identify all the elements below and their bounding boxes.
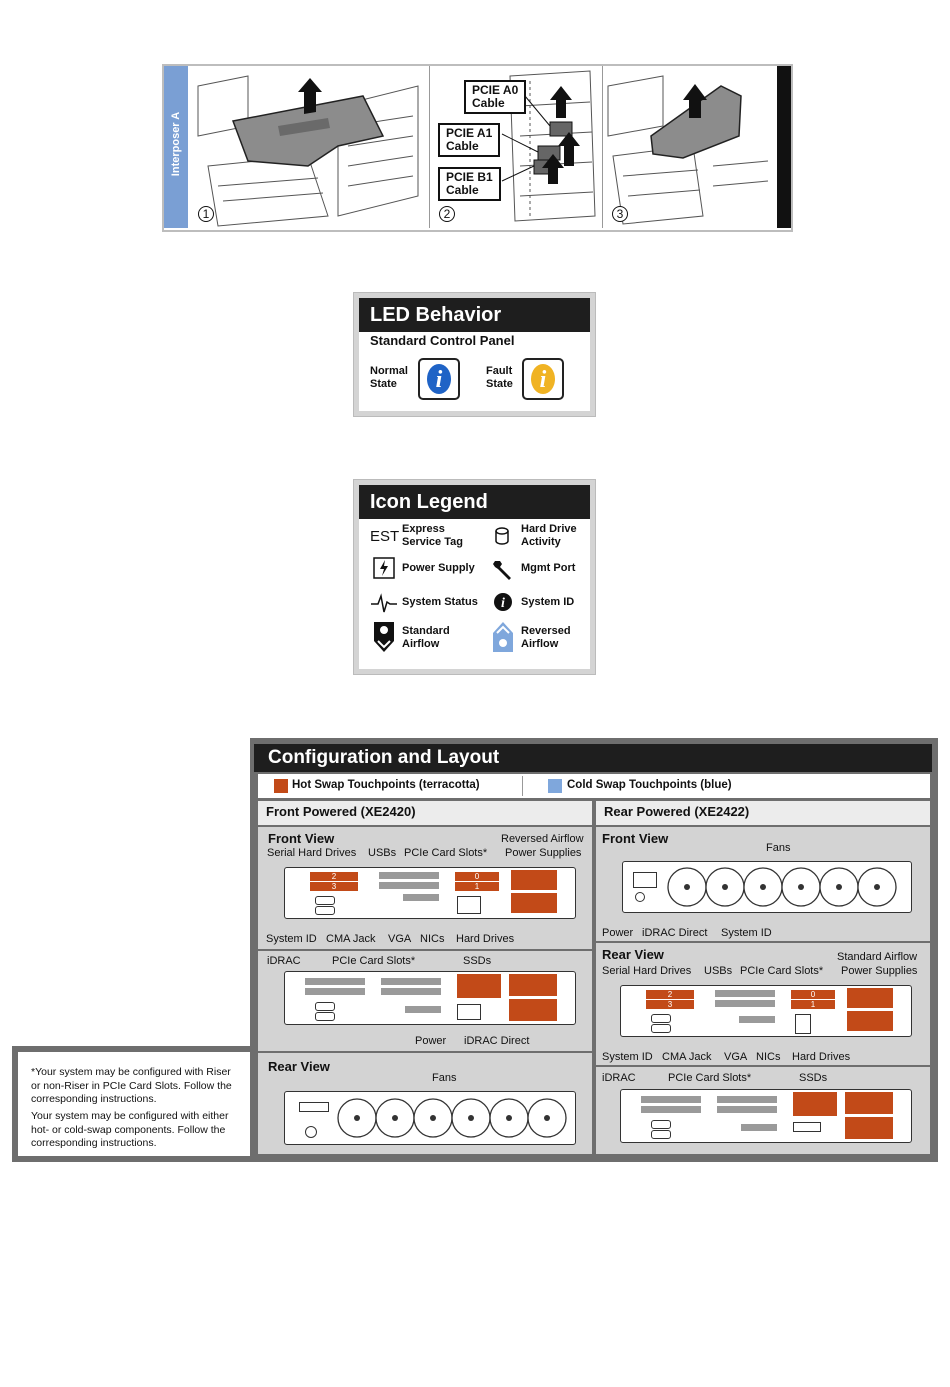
fp-label-usbs: USBs xyxy=(368,847,397,859)
fp-label-power-supplies: Power Supplies xyxy=(505,847,582,859)
pcie-a1-line1: PCIE A1 xyxy=(446,126,493,140)
interposer-right-bar xyxy=(777,66,791,228)
pcie-a0-line2: Cable xyxy=(472,96,505,110)
led-subtitle: Standard Control Panel xyxy=(370,333,515,348)
front-powered-idrac-view xyxy=(258,951,592,1051)
rp-label-ssds: SSDs xyxy=(799,1072,828,1084)
step-2-panel xyxy=(430,66,603,228)
rp-drive-3[interactable]: 3 xyxy=(646,1000,694,1009)
fp-nic-slot xyxy=(403,894,439,901)
fp-drive-1[interactable]: 1 xyxy=(455,882,499,891)
rp2-psu-2[interactable] xyxy=(845,1117,893,1139)
fp-label-nics: NICs xyxy=(420,933,445,945)
step-number-2: 2 xyxy=(439,206,455,222)
fp-label-idrac: iDRAC xyxy=(267,955,301,967)
rp-label-idrac: iDRAC xyxy=(602,1072,636,1084)
rp-label-nics: NICs xyxy=(756,1051,781,1063)
legend-hard-drive-activity xyxy=(521,523,577,549)
rp-label-system-id: System ID xyxy=(721,927,772,939)
rp-pcie-slot-a xyxy=(715,990,775,997)
mgmt-port-icon xyxy=(491,557,515,581)
fp-ssd-bays[interactable] xyxy=(457,974,501,998)
svg-text:i: i xyxy=(435,367,443,393)
step-3-panel xyxy=(603,66,775,228)
fp2-idrac-direct-port xyxy=(457,1004,481,1020)
rp-label-usbs: USBs xyxy=(704,965,733,977)
interposer-side-label: Interposer A xyxy=(170,111,182,177)
front-powered-rear-view xyxy=(258,1053,592,1154)
fp2-serial-port xyxy=(315,1012,335,1021)
fp-label-serial-hard-drives: Serial Hard Drives xyxy=(267,847,357,859)
led-behavior-title: LED Behavior xyxy=(359,298,590,332)
fp-rear-chassis xyxy=(284,1091,576,1145)
legend-system-status: System Status xyxy=(402,596,478,608)
system-id-icon xyxy=(493,592,513,612)
rp-label-hard-drives: Hard Drives xyxy=(792,1051,851,1063)
configuration-notes-box xyxy=(12,1046,258,1162)
legend-reversed-airflow xyxy=(521,625,571,651)
fault-state-label xyxy=(486,365,513,391)
fp-rear-fans xyxy=(337,1096,567,1140)
pcie-b1-line2: Cable xyxy=(446,183,479,197)
rp-label-fans: Fans xyxy=(766,842,791,854)
legend-hdd-line2: Activity xyxy=(521,536,561,548)
fault-state-line2: State xyxy=(486,378,513,390)
rp-front-view-title: Front View xyxy=(602,831,669,846)
rp-label-cma-jack: CMA Jack xyxy=(662,1051,712,1063)
fp-front-view-title: Front View xyxy=(268,831,335,846)
icon-legend-panel xyxy=(353,479,596,675)
fp-label-hard-drives: Hard Drives xyxy=(456,933,515,945)
rp-system-id-button xyxy=(635,892,645,902)
riser-note: *Your system may be configured with Riser or non-Riser in PCIe Card Slots. Follow the corresponding instructions. xyxy=(31,1066,232,1105)
legend-rev-air-line1: Reversed xyxy=(521,625,571,637)
icon-legend-title: Icon Legend xyxy=(359,485,590,519)
fp2-vga-port xyxy=(315,1002,335,1011)
cold-swap-label: Cold Swap Touchpoints (blue) xyxy=(567,779,732,791)
rp-label-pcie-slots: PCIe Card Slots* xyxy=(740,965,824,977)
rp2-panel-slot xyxy=(793,1122,821,1132)
rp2-psu-1[interactable] xyxy=(845,1092,893,1114)
fp-rear-screw xyxy=(305,1126,317,1138)
rp2-vga-port xyxy=(651,1120,671,1129)
fp-idrac-chassis xyxy=(284,971,576,1025)
reversed-airflow-icon xyxy=(491,621,515,653)
rp-label-standard-airflow: Standard Airflow xyxy=(837,951,918,963)
fp-label-fans: Fans xyxy=(432,1072,457,1084)
rp-pcie-slot-b xyxy=(715,1000,775,1007)
fp-drive-2[interactable]: 2 xyxy=(310,872,358,881)
fp-label-system-id: System ID xyxy=(266,933,317,945)
rp-drive-1[interactable]: 1 xyxy=(791,1000,835,1009)
configuration-notes-inner xyxy=(18,1052,254,1156)
fp-label-power: Power xyxy=(415,1035,447,1047)
rp-label-vga: VGA xyxy=(724,1051,748,1063)
pcie-a0-cable-label xyxy=(464,80,526,114)
rp-vga-port xyxy=(651,1014,671,1023)
rp-psu-1[interactable] xyxy=(847,988,893,1008)
pcie-a1-cable-label xyxy=(438,123,500,157)
rp-drive-2[interactable]: 2 xyxy=(646,990,694,999)
normal-state-label xyxy=(370,365,408,391)
cold-swap-swatch xyxy=(548,779,562,793)
rp-label-power: Power xyxy=(602,927,634,939)
pcie-b1-cable-label xyxy=(438,167,501,201)
legend-hdd-line1: Hard Drive xyxy=(521,523,577,535)
rp2-pcie-slot-a xyxy=(641,1096,701,1103)
hot-swap-label: Hot Swap Touchpoints (terracotta) xyxy=(292,779,480,791)
standard-airflow-icon xyxy=(372,621,396,653)
front-powered-header: Front Powered (XE2420) xyxy=(258,801,592,825)
fp2-psu-1[interactable] xyxy=(509,974,557,996)
icon-legend-body xyxy=(359,519,590,669)
rp2-nic-slot xyxy=(741,1124,777,1131)
rear-powered-rear-view xyxy=(596,943,930,1065)
fp2-pcie-slot-c xyxy=(381,978,441,985)
legend-divider xyxy=(522,776,523,796)
fp-idrac-port xyxy=(457,896,481,914)
step-number-3: 3 xyxy=(612,206,628,222)
front-powered-front-view xyxy=(258,827,592,949)
rear-powered-front-view xyxy=(596,827,930,941)
rear-powered-idrac-view xyxy=(596,1067,930,1154)
rp-front-fans xyxy=(667,865,903,909)
rp-nic-slot xyxy=(739,1016,775,1023)
rp-label-power-supplies: Power Supplies xyxy=(841,965,918,977)
fp-rear-view-title: Rear View xyxy=(268,1059,330,1074)
legend-system-id: System ID xyxy=(521,596,575,608)
svg-text:i: i xyxy=(501,596,505,611)
fp-label-reversed-airflow: Reversed Airflow xyxy=(501,833,584,845)
touchpoint-legend-bar xyxy=(258,774,930,798)
rp-power-button xyxy=(633,872,657,888)
fp-label-ssds: SSDs xyxy=(463,955,492,967)
hard-drive-activity-icon xyxy=(495,527,509,545)
fp2-pcie-slot-b xyxy=(305,988,365,995)
fp-pcie-slot-a xyxy=(379,872,439,879)
svg-text:i: i xyxy=(539,367,547,393)
pcie-a1-line2: Cable xyxy=(446,139,479,153)
interposer-removal-illustration xyxy=(162,64,793,232)
swap-note: Your system may be configured with either hot- or cold-swap components. Follow the corresponding instructions. xyxy=(31,1110,229,1149)
rp-drive-0[interactable]: 0 xyxy=(791,990,835,999)
fp-vga-port xyxy=(315,896,335,905)
pcie-a0-line1: PCIE A0 xyxy=(472,83,519,97)
configuration-layout-panel xyxy=(250,738,938,1162)
fp2-pcie-slot-d xyxy=(381,988,441,995)
legend-rev-air-line2: Airflow xyxy=(521,638,559,650)
fault-state-line1: Fault xyxy=(486,365,513,377)
fp-pcie-slot-b xyxy=(379,882,439,889)
rear-powered-header: Rear Powered (XE2422) xyxy=(596,801,930,825)
rp-serial-port xyxy=(651,1024,671,1033)
fp-label-pcie-slots-2: PCIe Card Slots* xyxy=(332,955,416,967)
legend-express-service-tag xyxy=(402,523,463,549)
fp2-pcie-slot-a xyxy=(305,978,365,985)
rp-rear-chassis xyxy=(620,985,912,1037)
rp-ssd-bays[interactable] xyxy=(793,1092,837,1116)
rp2-serial-port xyxy=(651,1130,671,1139)
legend-standard-airflow xyxy=(402,625,450,651)
rp2-pcie-slot-d xyxy=(717,1106,777,1113)
legend-std-air-line2: Airflow xyxy=(402,638,440,650)
fp-psu-2[interactable] xyxy=(511,893,557,913)
normal-state-line1: Normal xyxy=(370,365,408,377)
rp-label-serial-hard-drives: Serial Hard Drives xyxy=(602,965,692,977)
fp-drive-0[interactable]: 0 xyxy=(455,872,499,881)
legend-std-air-line1: Standard xyxy=(402,625,450,637)
fp-label-cma-jack: CMA Jack xyxy=(326,933,376,945)
led-behavior-panel xyxy=(353,292,596,417)
fp-label-vga: VGA xyxy=(388,933,412,945)
fp-drive-3[interactable]: 3 xyxy=(310,882,358,891)
rp2-pcie-slot-b xyxy=(641,1106,701,1113)
fp-psu-1[interactable] xyxy=(511,870,557,890)
step-3-drawing xyxy=(603,66,775,228)
fp-label-idrac-direct: iDRAC Direct xyxy=(464,1035,530,1047)
rp-hdd-port xyxy=(795,1014,811,1034)
rp2-pcie-slot-c xyxy=(717,1096,777,1103)
rp-idrac-chassis xyxy=(620,1089,912,1143)
rp-label-pcie-slots-2: PCIe Card Slots* xyxy=(668,1072,752,1084)
legend-mgmt-port: Mgmt Port xyxy=(521,562,576,574)
rp-label-idrac-direct: iDRAC Direct xyxy=(642,927,708,939)
fp2-nic-slot xyxy=(405,1006,441,1013)
rp-front-chassis xyxy=(622,861,912,913)
fp2-psu-2[interactable] xyxy=(509,999,557,1021)
legend-power-supply: Power Supply xyxy=(402,562,475,574)
system-status-icon xyxy=(370,592,398,614)
interposer-side-tab xyxy=(164,66,188,228)
legend-est-line2: Service Tag xyxy=(402,536,463,548)
step-1-drawing xyxy=(188,66,429,228)
pcie-b1-line1: PCIE B1 xyxy=(446,170,493,184)
rp-rear-view-title: Rear View xyxy=(602,947,664,962)
fault-state-icon xyxy=(522,358,564,400)
rp-psu-2[interactable] xyxy=(847,1011,893,1031)
hot-swap-swatch xyxy=(274,779,288,793)
fp-rear-panel-slot xyxy=(299,1102,329,1112)
legend-est-line1: Express xyxy=(402,523,445,535)
step-1-panel xyxy=(188,66,430,228)
normal-state-icon xyxy=(418,358,460,400)
fp-label-pcie-slots: PCIe Card Slots* xyxy=(404,847,488,859)
step-number-1: 1 xyxy=(198,206,214,222)
fp-serial-port xyxy=(315,906,335,915)
express-service-tag-icon: EST xyxy=(370,528,400,545)
normal-state-line2: State xyxy=(370,378,397,390)
rp-label-system-id-2: System ID xyxy=(602,1051,653,1063)
fp-front-chassis xyxy=(284,867,576,919)
led-behavior-body xyxy=(359,332,590,411)
configuration-layout-title: Configuration and Layout xyxy=(254,744,932,772)
power-supply-icon xyxy=(373,557,395,579)
